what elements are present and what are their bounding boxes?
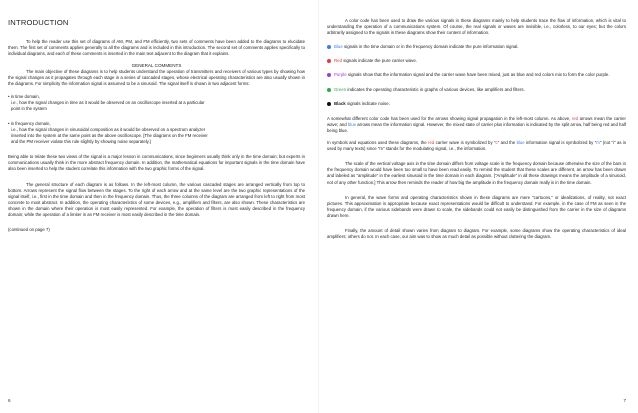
- text-run: arrows mean the carrier wave; and: [327, 115, 626, 127]
- text-run: arrows mean the information signal. However, the mixed state of carrier plus information is indicated by the split arrow, half being red and half being blue.: [327, 121, 626, 133]
- legend-item-green: [327, 87, 626, 93]
- green-dot-icon: [327, 88, 331, 92]
- blue-dot-icon: [327, 45, 331, 49]
- page-title: INTRODUCTION: [8, 18, 69, 27]
- black-dot-icon: [327, 102, 331, 106]
- continued-note: (continued on page 7): [8, 227, 50, 233]
- text-run: information signal is symbolized by ": [524, 140, 597, 146]
- legend-desc: indicates the operating characteristic in graphs of various devices, like amplifiers and filters.: [346, 86, 525, 92]
- cartoons-paragraph: In general, the wave forms and operating characteristics shown in these diagrams are mere "cartoons," or idealizations, of reality, not exact pictures. This approximation is appropriate because exact representations would be difficult to understand. For example, in the case of FM as seen in the frequency domain, if the various sidebands were drawn to scale, the sidebands could not easily be distinguished from the carrier in the size of diagrams drawn here.: [327, 194, 626, 218]
- objective-paragraph: The main objective of these diagrams is to help students understand the operation of transmitters and receivers of various types by showing how the signal changes as it propagates through each stage in a series of cascaded stages, whose electrical operating characteristics are also usually shown in the diagrams. For simplicity the information signal is assumed to be a sinusoid. The signal itself is shown in two adjacent forms:: [8, 69, 305, 87]
- detail-paragraph: Finally, the amount of detail shown varies from diagram to diagram. For example, some diagrams show the operating characteristics of ideal amplifiers; others do not. In each case, our aim was to show as much detail as possible without cluttering the diagram.: [327, 227, 626, 240]
- legend-text: [334, 44, 519, 50]
- frequency-domain-bullet-line: i.e., how the signal changes in sinusoidal composition as it would be observed on a spectrum analyzer: [11, 126, 206, 132]
- legend-text: [334, 72, 610, 78]
- purple-dot-icon: [327, 73, 331, 77]
- time-domain-bullet: [8, 94, 305, 112]
- page-number: 7: [623, 398, 626, 403]
- red-word: red: [571, 115, 579, 121]
- legend-desc: signals show that the information signal and the carrier wave have been mixed, just as blue and red colors mix to form the color purple.: [346, 72, 610, 78]
- legend-desc: signals indicate the pure carrier wave.: [342, 58, 417, 64]
- legend-text: [334, 101, 390, 107]
- legend-item-blue: [327, 44, 626, 50]
- legend-color-word: Black: [334, 100, 346, 106]
- legend-desc: signals indicate noise.: [345, 100, 390, 106]
- legend-color-word: Green: [334, 86, 347, 92]
- legend-item-black: [327, 101, 626, 107]
- voltage-scale-paragraph: The scale of the vertical voltage axis in the time domain differs from voltage scale in the frequency domain because otherwise the size of the bars in the frequency domain would have been too small to have been read easily. To remind the student that these scales are different, an arrow has been drawn and labeled as "amplitude" in the earliest sinusoid in the time domain in each diagram. ["Amplitude" in all these drawings means the amplitude of a sinusoid, not of any other function.] This arrow then reminds the reader of how big the amplitude in the frequency domain really is in the time domain.: [327, 161, 626, 185]
- legend-color-word: Blue: [334, 44, 343, 50]
- color-code-paragraph: A color code has been used to draw the various signals in these diagrams mainly to help students trace the flow of information, which is vital to understanding the operation of a communications system. Of course, the real signals or waves are invisible, i.e., colorless, to our eyes; but the colors arbitrarily assigned to the signals in these diagrams show their content of information.: [327, 18, 626, 36]
- right-page: [319, 0, 638, 413]
- frequency-domain-bullet-head: • in frequency domain,: [8, 120, 51, 126]
- arrow-color-paragraph: [327, 116, 626, 134]
- carrier-symbol: c: [495, 140, 498, 146]
- red-dot-icon: [327, 59, 331, 63]
- domains-paragraph: Being able to relate these two views of the signal is a major lesson in communications, since beginners usually think only in the time domain; but experts in communications usually think in the more abstract frequency domain. In addition, the mathematical equations for important signals in the time domain have also been inserted to help the student correlate this information with the two graphic forms of the signal.: [8, 154, 305, 172]
- legend-color-word: Purple: [334, 72, 347, 78]
- legend-item-purple: [327, 72, 626, 78]
- blue-word: blue: [347, 121, 356, 127]
- page-number: 6: [8, 398, 11, 403]
- time-domain-bullet-head: • in time domain,: [8, 93, 40, 99]
- text-run: " (not "i" as is used by many texts) since "m" stands for the modulating signal, i.e., the information.: [327, 140, 627, 152]
- symbols-paragraph: [327, 140, 626, 152]
- legend-color-word: Red: [334, 58, 343, 64]
- general-comments-heading: GENERAL COMMENTS: [131, 63, 182, 69]
- legend-text: [334, 87, 525, 93]
- legend-item-red: [327, 58, 626, 64]
- legend-text: [334, 58, 417, 64]
- blue-word: blue: [516, 140, 525, 146]
- modulating-symbol: m: [596, 140, 600, 146]
- text-run: carrier wave is symbolized by ": [434, 140, 496, 146]
- text-run: " and the: [497, 140, 517, 146]
- legend-desc: signals in the time domain or in the frequency domain indicate the pure information signal.: [342, 44, 519, 50]
- frequency-domain-bullet-line: inserted into the system at the same point as the above oscilloscope. [The diagrams on the FM receiver: [11, 133, 208, 139]
- time-domain-bullet-line: point in the system: [11, 105, 47, 111]
- frequency-domain-bullet: [8, 121, 305, 145]
- text-run: In symbols and equations used these diagrams, the: [327, 140, 429, 146]
- frequency-domain-bullet-line: and the PM receiver violate this rule slightly by showing noise separately.]: [11, 139, 151, 145]
- red-word: red: [428, 140, 435, 146]
- structure-paragraph: The general structure of each diagram is as follows. In the left-most column, the various cascaded stages are arranged vertically from top to bottom. Arrows represent the signal flow between the stages. To the right of each arrow and at the same level are the two graphic representations of the signal itself, i.e., first in the time domain and then in the frequency domain. Thus, the three columns of the diagram are arranged from left to right from most concrete to most abstract. In addition, the operating characteristics of some devices, e.g., amplifiers and filters, are also shown. These characteristics are shown in the domain where their operation is most easily represented. For example, the operation of filters is most easily described in the frequency domain; while the operation of a limiter in an FM receiver is most easily described in the time domain.: [8, 181, 305, 217]
- text-run: A somewhat different color code has been used for the arrows showing signal propagation in the left-most column. As above,: [327, 115, 572, 121]
- time-domain-bullet-line: i.e., how the signal changes in time as it would be observed on an oscilloscope inserted at a particular: [11, 99, 205, 105]
- intro-paragraph: To help the reader use this set of diagrams of AM, PM, and FM efficiently, two sets of comments have been added to the diagrams to elucidate them. The first set of comments applies generally to all the diagrams and is included in this introduction. The second set of comments applies specifically to individual diagrams, and each of these comments is inserted in the main text adjacent to the diagram that it explains.: [8, 39, 305, 57]
